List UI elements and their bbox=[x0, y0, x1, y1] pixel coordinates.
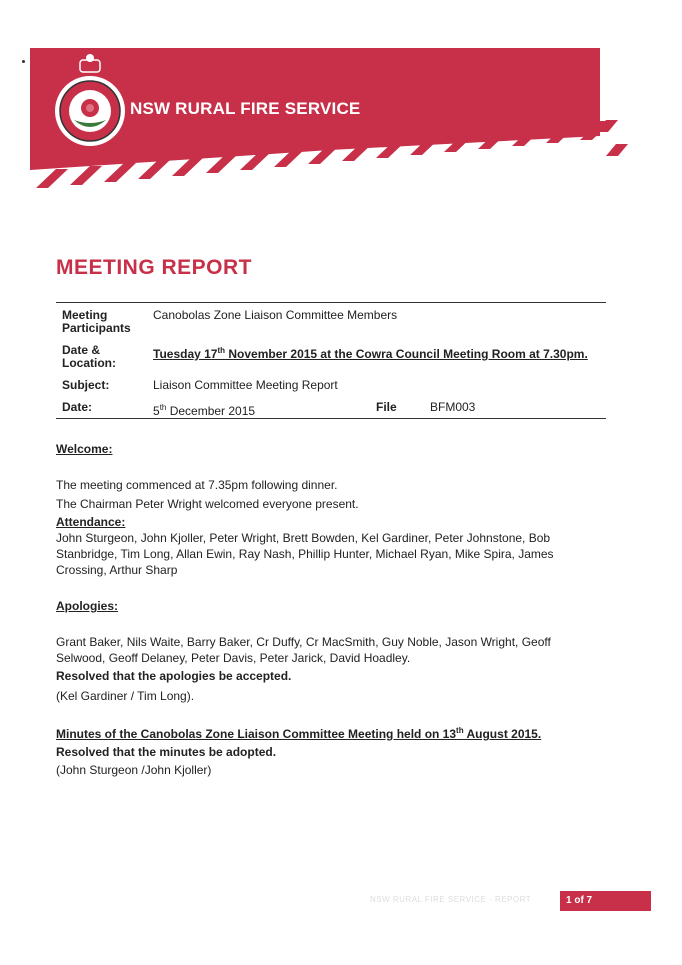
welcome-heading: Welcome: bbox=[56, 442, 113, 456]
date-location-label-line2: Location: bbox=[62, 356, 116, 370]
participants-label-line1: Meeting bbox=[62, 308, 108, 322]
file-value: BFM003 bbox=[430, 400, 476, 414]
apologies-resolution: Resolved that the apologies be accepted. bbox=[56, 669, 292, 683]
minutes-heading bbox=[56, 723, 616, 742]
welcome-line-2: The Chairman Peter Wright welcomed everyone present. bbox=[56, 497, 359, 511]
date-location-label bbox=[62, 344, 116, 370]
footer-text: NSW RURAL FIRE SERVICE - REPORT bbox=[370, 895, 532, 904]
attendance-section bbox=[56, 514, 616, 578]
minutes-heading-part1: Minutes of the Canobolas Zone Liaison Committee Meeting held on 13 bbox=[56, 727, 457, 741]
minutes-heading-sup: th bbox=[456, 726, 464, 735]
apologies-heading: Apologies: bbox=[56, 599, 118, 613]
minutes-resolution: Resolved that the minutes be adopted. bbox=[56, 745, 277, 759]
date-value bbox=[153, 401, 255, 418]
minutes-movers: (John Sturgeon /John Kjoller) bbox=[56, 763, 212, 777]
date-label: Date: bbox=[62, 400, 93, 414]
participants-value: Canobolas Zone Liaison Committee Members bbox=[153, 308, 398, 322]
date-value-part1: 5 bbox=[153, 404, 160, 418]
welcome-line-1: The meeting commenced at 7.35pm following dinner. bbox=[56, 478, 338, 492]
meeting-details-table bbox=[56, 302, 606, 419]
scan-speck bbox=[22, 60, 25, 63]
participants-label bbox=[62, 309, 131, 335]
subject-value: Liaison Committee Meeting Report bbox=[153, 378, 338, 392]
welcome-section bbox=[56, 441, 616, 512]
brand-name: NSW RURAL FIRE SERVICE bbox=[130, 99, 361, 118]
minutes-section bbox=[56, 723, 616, 778]
date-location-sup: th bbox=[217, 346, 226, 355]
apologies-section bbox=[56, 598, 616, 704]
header-banner bbox=[30, 48, 630, 193]
date-location-value-part2: November 2015 at the Cowra Council Meeting Room at 7.30pm. bbox=[225, 347, 588, 361]
participants-label-line2: Participants bbox=[62, 321, 131, 335]
page-title: MEETING REPORT bbox=[56, 256, 253, 279]
attendance-list: John Sturgeon, John Kjoller, Peter Wright, Brett Bowden, Kel Gardiner, Peter Johnstone, Bob Stanbridge, Tim Long, Allan Ewin, Ray Nash, Phillip Hunter, Michael Ryan, Mike Spira, James Crossing, Arthur Sharp bbox=[56, 531, 554, 577]
minutes-heading-part2: August 2015. bbox=[463, 727, 542, 741]
apologies-list: Grant Baker, Nils Waite, Barry Baker, Cr Duffy, Cr MacSmith, Guy Noble, Jason Wright, Geoff Selwood, Geoff Delaney, Peter Davis, Peter Jarick, David Hoadley. bbox=[56, 635, 551, 665]
date-value-part2: December 2015 bbox=[166, 404, 256, 418]
date-location-value bbox=[153, 344, 603, 361]
date-location-value-part1: Tuesday 17 bbox=[153, 347, 218, 361]
attendance-heading: Attendance: bbox=[56, 515, 126, 529]
apologies-movers: (Kel Gardiner / Tim Long). bbox=[56, 689, 195, 703]
page-number: 1 of 7 bbox=[560, 891, 651, 911]
date-value-sup: th bbox=[159, 403, 167, 412]
date-location-label-line1: Date & bbox=[62, 343, 101, 357]
file-label: File bbox=[376, 400, 397, 414]
subject-label: Subject: bbox=[62, 378, 110, 392]
